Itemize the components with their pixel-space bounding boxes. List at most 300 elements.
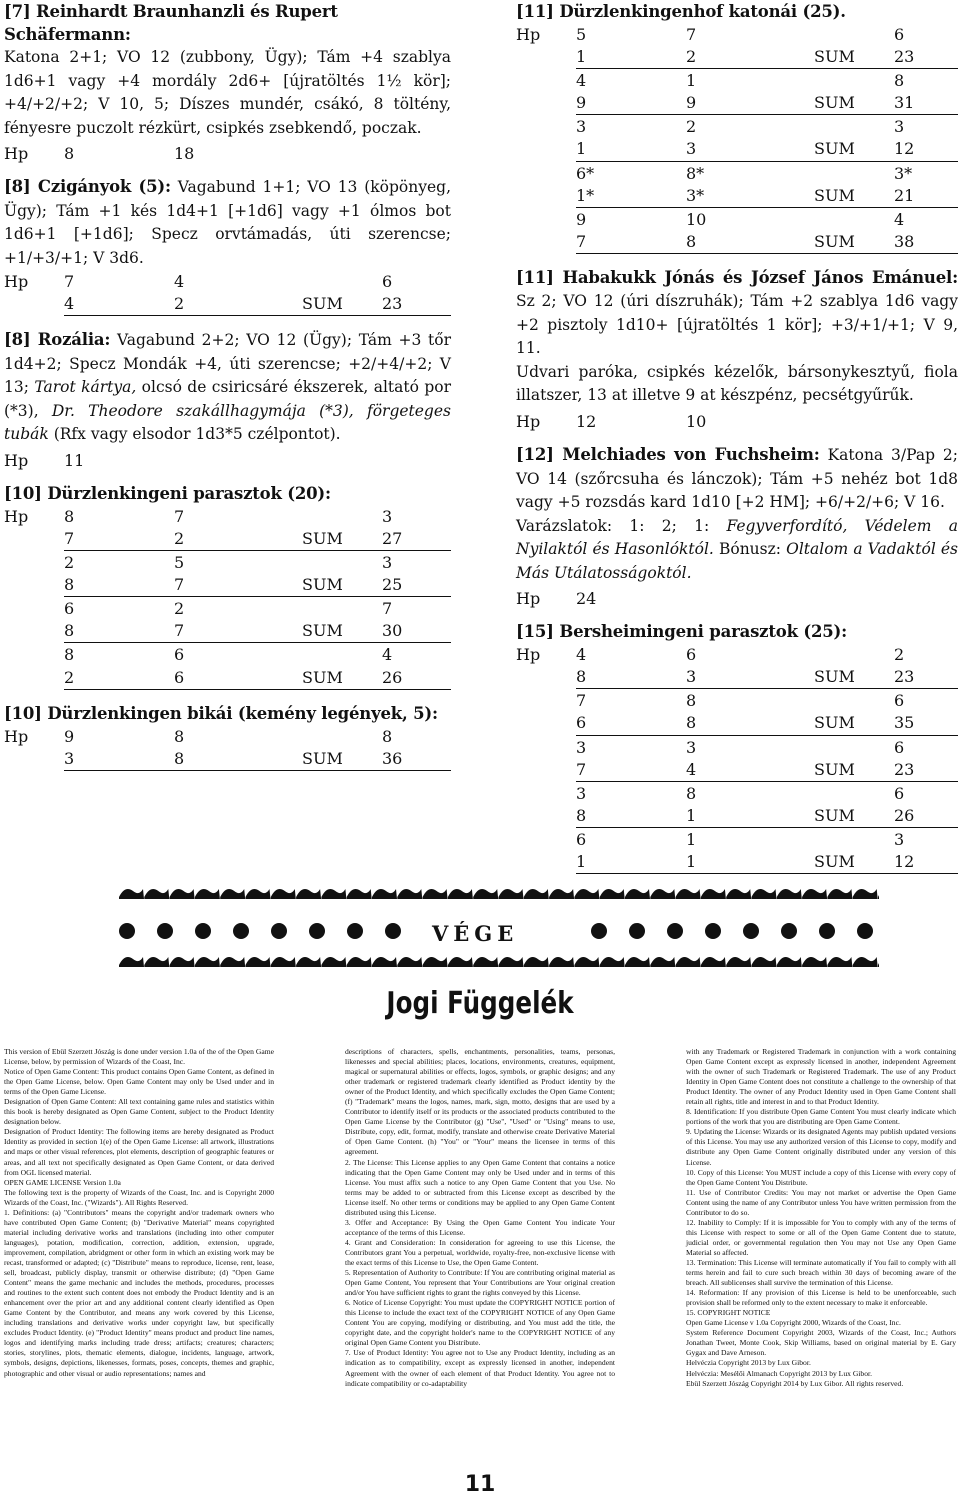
hp-cells (576, 689, 958, 712)
spell-list: Fegyverfordító, Védelem a Nyilaktól és Hasonlóktól. (516, 516, 958, 559)
hp-value: 7 (174, 575, 185, 595)
ornament-loop (802, 889, 827, 899)
sum-label (302, 725, 382, 748)
hp-value: 21 (894, 185, 915, 205)
ornament-loop (448, 889, 473, 899)
section-text: Katona 3/Pap 2; VO 14 (szőrcsuha és lánczok); Tám +5 nehéz bot 1d8 vagy +5 rozsdás kard 1d10 [+2 HM]; +6/+2/+6; V 16. (516, 446, 958, 512)
hp-sum-row (4, 748, 451, 771)
hp-value: 35 (894, 713, 915, 733)
license-paragraph: 7. Use of Product Identity: You agree not to Use any Product Identity, including as an indication as to compatibility, except as expressly licensed in another, independent Agreement with the owner of each element of that Product Identity. You agree not to indicate compatibility or co-adaptability (345, 1348, 615, 1388)
page-number: 11 (464, 1472, 496, 1497)
hp-value: 8 (576, 667, 587, 687)
hp-cells (64, 527, 451, 551)
hp-row (516, 115, 958, 138)
hp-sum-row (516, 851, 958, 874)
sum-label (302, 505, 382, 528)
ornament-loop (827, 889, 852, 899)
hp-value: 2 (174, 294, 185, 314)
ornament-loop (423, 889, 448, 899)
hp-cells (576, 665, 958, 689)
hp-table (4, 505, 451, 690)
hp-value: 24 (576, 589, 597, 609)
section-body (4, 175, 451, 270)
hp-value: 4 (576, 71, 587, 91)
license-paragraph: Ebül Szerzett Jószág Copyright 2014 by Lux Gibor. All rights reserved. (686, 1378, 904, 1388)
ornament-loop (777, 889, 802, 899)
ornament-loop (423, 957, 448, 967)
license-paragraph: The following text is the property of Wizards of the Coast, Inc. and is Copyright 2000 Wizards of the Coast, Inc. ("Wizards"). All Rights Reserved. (4, 1187, 274, 1207)
hp-cells (576, 804, 958, 828)
sum-label (814, 643, 894, 666)
hp-value: 7 (576, 231, 587, 251)
license-paragraph: 6. Notice of License Copyright: You must update the COPYRIGHT NOTICE portion of this License to include the exact text of the COPYRIGHT NOTICE of any Open Game Content You are copying, modifying or distributing, and You must add the title, the copyright date, and the copyright holder's name to the COPYRIGHT NOTICE of any original Open Game Content you Distribute. (345, 1298, 615, 1348)
hp-value: 6 (894, 783, 905, 803)
hp-value: 23 (382, 294, 403, 314)
hp-value: 7 (174, 506, 185, 526)
license-paragraph: 4. Grant and Consideration: In consideration for agreeing to use this License, the Contributors grant You a perpetual, worldwide, royalty-free, non-exclusive license with the exact terms of this License to Use, the Open Game Content. (345, 1237, 615, 1267)
hp-cells (576, 782, 958, 805)
hp-value: 1 (686, 805, 697, 825)
ornament-loop (448, 957, 473, 967)
hp-sum-row (4, 667, 451, 690)
hp-cells (64, 505, 451, 528)
hp-value: 8 (64, 506, 75, 526)
hp-value: 9 (576, 93, 587, 113)
hp-label: Hp (516, 25, 541, 44)
ornament-loop (600, 889, 625, 899)
section-text: olcsó de csiricsáré ékszerek, altató por (*3), (4, 378, 451, 420)
sum-label (302, 270, 382, 293)
hp-value: 2 (894, 645, 905, 665)
ornament-loop (372, 957, 397, 967)
section-ciganyok (4, 175, 451, 316)
hp-value: 3* (686, 185, 705, 205)
hp-cells (576, 711, 958, 735)
hp-value: 23 (894, 759, 915, 779)
hp-cells (576, 643, 958, 666)
hp-row (516, 828, 958, 851)
hp-row (4, 725, 451, 748)
hp-cells (576, 758, 958, 782)
hp-table (4, 725, 451, 771)
section-heading: [15] Bersheimingeni parasztok (25): (516, 622, 848, 642)
hp-cells (64, 666, 451, 690)
section-bikai (4, 702, 451, 771)
hp-value: 6 (894, 737, 905, 757)
ornament-loop (726, 889, 751, 899)
hp-cells (576, 45, 958, 69)
hp-value: 2 (174, 599, 185, 619)
hp-cells (64, 551, 451, 574)
hp-sum-row (4, 574, 451, 597)
sum-label: SUM (814, 139, 855, 159)
ornament-loop (549, 957, 574, 967)
hp-row (516, 208, 958, 231)
hp-value: 23 (894, 47, 915, 67)
hp-value: 10 (686, 412, 707, 432)
license-paragraph: Helvéczia: Mesélői Almanach Copyright 2013 by Lux Gibor. (686, 1368, 873, 1378)
sum-label: SUM (814, 759, 855, 779)
hp-value: 3 (894, 117, 905, 137)
hp-value: 2 (686, 47, 697, 67)
section-heading: [10] Dürzlenkingeni parasztok (20): (4, 483, 331, 503)
license-paragraph: 15. COPYRIGHT NOTICE (686, 1308, 771, 1318)
hp-value: 3 (382, 553, 393, 573)
ornament-loop (777, 957, 802, 967)
sum-label: SUM (302, 528, 343, 548)
hp-sum-row (516, 666, 958, 689)
sum-label: SUM (814, 185, 855, 205)
hp-value: 2 (64, 667, 75, 687)
hp-value: 8 (686, 231, 697, 251)
license-paragraph: 12. Inability to Comply: If it is impossible for You to comply with any of the terms of this License with respect to some or all of the Open Game Content due to statute, judicial order, or governmental regulation then You may not Use any Open Game Material so affected. (686, 1217, 956, 1257)
hp-value: 9 (64, 726, 75, 746)
section-habakukk (516, 266, 958, 431)
hp-cells (64, 292, 451, 316)
ornament-loop (802, 957, 827, 967)
ornament-loop (246, 957, 271, 967)
hp-row (4, 505, 451, 528)
license-paragraph: 10. Copy of this License: You MUST include a copy of this License with every copy of the Open Game Content You Distribute. (686, 1167, 956, 1187)
section-text: Vagabund 2+2; VO 12 (Ügy); Tám +3 tőr 1d4+2; Specz Mondák +4, úti szerencse; +2/+4/+2; V 13; (4, 331, 451, 397)
ornament-loop (347, 889, 372, 899)
sum-label (814, 23, 894, 46)
ornament-loop (752, 889, 777, 899)
hp-cells (576, 850, 958, 874)
ornament-loop (574, 957, 599, 967)
hp-value: 3 (686, 139, 697, 159)
hp-sum-row (516, 805, 958, 828)
hp-table (516, 23, 958, 254)
hp-value: 5 (174, 553, 185, 573)
section-text: Vagabund 1+1; VO 13 (köpönyeg, Ügy); Tám +1 kés 1d4+1 [+1d6] vagy +1 ólmos bot 1d6+1 [+1d6]; Specz orvtámadás, úti szerencse; +1/+3/+1; V 3d6. (4, 178, 451, 267)
hp-value: 1 (576, 139, 587, 159)
hp-value: 5 (576, 25, 587, 44)
hp-value: 7 (686, 25, 697, 44)
left-column (4, 0, 451, 771)
hp-value: 8 (686, 783, 697, 803)
sum-label (302, 551, 382, 574)
ornament-loop (625, 957, 650, 967)
hp-value: 8 (174, 748, 185, 768)
hp-value: 38 (894, 231, 915, 251)
license-paragraph: 11. Use of Contributor Credits: You may not market or advertise the Open Game Content using the name of any Contributor unless You have written permission from the Contributor to do so. (686, 1187, 956, 1217)
ornament-loop (321, 889, 346, 899)
hp-value: 36 (382, 748, 403, 768)
hp-table (516, 643, 958, 874)
hp-value: 6 (174, 667, 185, 687)
hp-row (4, 447, 451, 470)
section-text: (Rfx vagy elsodor 1d3*5 czélpontot). (48, 425, 341, 444)
ornament-loop (676, 889, 701, 899)
ornament-loop (246, 889, 271, 899)
section-heading: [10] Dürzlenkingen bikái (kemény legények, 5): (4, 703, 438, 723)
section-text: Bónusz: (713, 540, 782, 559)
ornament-loop (524, 957, 549, 967)
hp-value: 4 (894, 209, 905, 229)
hp-value: 4 (382, 645, 393, 665)
hp-row (516, 643, 958, 666)
ornament-dot (271, 923, 287, 939)
ornament-loop (220, 957, 245, 967)
hp-value: 27 (382, 528, 403, 548)
hp-value: 7 (64, 272, 75, 292)
hp-sum-row (516, 46, 958, 69)
hp-value: 11 (64, 450, 85, 470)
hp-row (4, 551, 451, 574)
license-paragraph: Designation of Product Identity: The following items are hereby designated as Product Identity as provided in section 1(e) of the Open Game License: all artwork, illustrations and maps or other visual references, plot elements, description of geographic features or areas, and all text not specifically designated as Open Game Content, or data derived from OGL licensed material. (4, 1127, 274, 1177)
hp-label: Hp (4, 144, 29, 164)
hp-value: 7 (382, 599, 393, 619)
hp-value: 4 (174, 272, 185, 292)
ornament-dot (781, 923, 797, 939)
license-paragraph: 14. Reformation: If any provision of this License is held to be unenforceable, such provision shall be reformed only to the extent necessary to make it enforceable. (686, 1288, 956, 1308)
hp-label: Hp (516, 589, 541, 609)
hp-sum-row (516, 712, 958, 735)
license-paragraph: 8. Identification: If you distribute Open Game Content You must clearly indicate which portions of the work that you are distributing are Open Game Content. (686, 1107, 956, 1127)
ornament-loop (650, 957, 675, 967)
ornament-loop (271, 957, 296, 967)
hp-label: Hp (516, 645, 541, 665)
ornament-loop (650, 889, 675, 899)
hp-cells (576, 91, 958, 115)
sum-label: SUM (302, 294, 343, 314)
sum-label: SUM (814, 231, 855, 251)
license-paragraph: 9. Updating the License: Wizards or its designated Agents may publish updated versions of this License. You may use any authorized version of this License to copy, modify and distribute any Open Game Content originally distributed under any version of this License. (686, 1127, 956, 1167)
section-body (516, 443, 958, 515)
section-heading: [8] Czigányok (5): (4, 177, 171, 197)
ornament-loop (195, 889, 220, 899)
ornament-loop (701, 957, 726, 967)
ornament-loop (726, 957, 751, 967)
sum-label: SUM (814, 713, 855, 733)
ornament-dot (195, 923, 211, 939)
end-text: VÉGE (432, 921, 519, 946)
hp-cells (64, 573, 451, 597)
hp-cells (576, 828, 958, 851)
section-reinhardt (4, 0, 451, 163)
hp-value: 3 (576, 783, 587, 803)
license-column-3 (686, 1047, 956, 1389)
section-parasztok (4, 482, 451, 690)
license-paragraph: 1. Definitions: (a) "Contributors" means the copyright and/or trademark owners who have contributed Open Game Content; (b) "Derivative Material" means copyrighted material including derivative works and translations (including into other computer languages), potation, modification, correction, addition, extension, upgrade, improvement, compilation, abridgment or other form in which an existing work may be recast, transformed or adapted; (c) "Distribute" means to reproduce, license, rent, lease, sell, broadcast, publicly display, transmit or otherwise distribute; (d) "Open Game Content" means the game mechanic and includes the methods, procedures, processes and routines to the extent such content does not embody the Product Identity and is an enhancement over the prior art and any additional content clearly identified as Open Game Content by the Contributor, and means any work covered by this License, including translations and derivative works under copyright law, but specifically excludes Product Identity. (e) "Product Identity" means product and product line names, logos and identifying marks including trade dress; artifacts; creatures; characters; stories, storylines, plots, thematic elements, dialogue, incidents, language, artwork, symbols, designs, depictions, likenesses, formats, poses, concepts, themes and graphic, photographic and other visual or audio representations; names and (4, 1207, 274, 1378)
hp-value: 3 (382, 506, 393, 526)
ornament-loop (676, 957, 701, 967)
hp-value: 7 (576, 759, 587, 779)
hp-cells (64, 597, 451, 620)
hp-row (516, 782, 958, 805)
section-body: Katona 2+1; VO 12 (zubbony, Ügy); Tám +4 szablya 1d6+1 vagy +4 mordály 2d6+ [újratöltés 1½ kör]; +4/+2/+2; V 10, 5; Díszes mundér, csákó, 8 töltény, fényesre puczolt rézkürt, csipkés zsebkendő, poczak. (4, 48, 451, 137)
hp-value: 8 (382, 726, 393, 746)
hp-value: 4 (64, 294, 75, 314)
ornament-loop (296, 889, 321, 899)
hp-row (516, 689, 958, 712)
hp-value: 7 (64, 528, 75, 548)
hp-value: 9 (576, 209, 587, 229)
hp-value: 7 (174, 621, 185, 641)
hp-value: 9 (686, 93, 697, 113)
ornament-dot (629, 923, 645, 939)
ornament-dot (819, 923, 835, 939)
ornament-loop (271, 889, 296, 899)
hp-value: 8 (64, 645, 75, 665)
hp-value: 2 (686, 117, 697, 137)
ornament-loop (625, 889, 650, 899)
ornament-loop (397, 957, 422, 967)
section-heading: [11] Dürzlenkingenhof katonái (25). (516, 2, 846, 21)
hp-cells (64, 725, 451, 748)
sum-label (814, 828, 894, 851)
sum-label: SUM (302, 621, 343, 641)
hp-cells (64, 747, 451, 771)
ornament-loop (473, 957, 498, 967)
hp-row (516, 585, 958, 608)
sum-label (814, 208, 894, 231)
hp-value: 18 (174, 144, 195, 164)
ornament-loop (220, 889, 245, 899)
ornament-loop (170, 889, 195, 899)
hp-value: 7 (576, 691, 587, 711)
sum-label (302, 597, 382, 620)
license-column-2 (345, 1047, 615, 1389)
hp-value: 1 (686, 71, 697, 91)
hp-value: 4 (686, 759, 697, 779)
license-paragraph: OPEN GAME LICENSE Version 1.0a (4, 1177, 121, 1187)
hp-value: 3* (894, 163, 913, 183)
right-column (516, 0, 958, 874)
sum-label: SUM (814, 805, 855, 825)
ornament-loop (397, 889, 422, 899)
ornament-dot (667, 923, 683, 939)
section-heading: [7] Reinhardt Braunhanzli és Rupert Schäfermann: (4, 2, 338, 44)
section-body: Udvari paróka, csipkés kézelők, bársonykesztyű, fiola illatszer, 13 at illetve 9 at készpénz, pecsétgyűrűk. (516, 362, 958, 405)
section-text: Varázslatok: 1: 2; 1: (516, 516, 710, 535)
ornament-loop (827, 957, 852, 967)
hp-cells (64, 270, 451, 293)
ornament-loop (321, 957, 346, 967)
section-text: Sz 2; VO 12 (úri díszruhák); Tám +2 szablya 1d6 vagy +2 pisztoly 1d10+ [újratöltés 1 kör]; +3/+1/+1; V 9, 11. (516, 292, 958, 358)
hp-label: Hp (4, 726, 29, 746)
ornament-loop (119, 957, 144, 967)
ornament-rule-bottom (119, 951, 879, 971)
ornament-loop (347, 957, 372, 967)
hp-sum-row (516, 138, 958, 161)
item-italic: Tarot kártya, (34, 378, 137, 397)
hp-value: 6 (894, 25, 905, 44)
license-paragraph: 3. Offer and Acceptance: By Using the Open Game Content You indicate Your acceptance of the terms of this License. (345, 1217, 615, 1237)
hp-row (4, 597, 451, 620)
hp-value: 6 (382, 272, 393, 292)
sum-label: SUM (302, 575, 343, 595)
ornament-loop (878, 889, 879, 899)
ornament-loop (499, 889, 524, 899)
license-paragraph: This version of Ebül Szerzett Jószág is done under version 1.0a of the of the Open Game License, below, by permission of Wizards of the Coast, Inc. (4, 1047, 274, 1067)
hp-sum-row (516, 92, 958, 115)
hp-sum-row (4, 620, 451, 643)
sum-label (814, 689, 894, 712)
hp-row (4, 643, 451, 666)
ornament-dot (705, 923, 721, 939)
hp-value: 3 (894, 829, 905, 849)
sum-label: SUM (302, 667, 343, 687)
item-italic: Dr. Theodore szakállhagymája (*3), förgeteges tubák (4, 401, 451, 444)
hp-value: 8 (686, 713, 697, 733)
spell-bonus: Oltalom a Vadaktól és Más Utálatosságoktól. (516, 540, 958, 582)
license-column-1 (4, 1047, 274, 1379)
hp-label: Hp (4, 506, 29, 526)
ornament-rule-top (119, 883, 879, 903)
hp-value: 6 (576, 829, 587, 849)
license-paragraph: 5. Representation of Authority to Contribute: If You are contributing original material as Open Game Content, You represent that Your Contributions are Your original creation and/or You have sufficient rights to grant the rights conveyed by this License. (345, 1268, 615, 1298)
ornament-loop (752, 957, 777, 967)
hp-value: 3 (686, 667, 697, 687)
hp-row (516, 408, 958, 431)
hp-value: 23 (894, 667, 915, 687)
hp-value: 1 (686, 829, 697, 849)
ornament-dot (385, 923, 401, 939)
hp-cells (64, 619, 451, 643)
hp-sum-row (516, 231, 958, 254)
hp-value: 2 (64, 553, 75, 573)
hp-label: Hp (4, 450, 29, 470)
sum-label: SUM (302, 748, 343, 768)
license-paragraph: Notice of Open Game Content: This product contains Open Game Content, as defined in the Open Game License, below. Open Game Content may only be Used under and in terms of the Open Game License. (4, 1067, 274, 1097)
hp-value: 6 (174, 645, 185, 665)
section-body (4, 328, 451, 447)
section-heading: [12] Melchiades von Fuchsheim: (516, 445, 820, 465)
license-paragraph: Designation of Open Game Content: All text containing game rules and statistics within this book is hereby designated as Open Game Content, subject to the Product Identity designation below. (4, 1097, 274, 1127)
hp-value: 6 (64, 599, 75, 619)
hp-value: 1 (686, 851, 697, 871)
hp-sum-row (516, 185, 958, 208)
hp-value: 1* (576, 185, 595, 205)
license-paragraph: 2. The License: This License applies to any Open Game Content that contains a notice indicating that the Open Game Content may only be Used under and in terms of this License. You must affix such a notice to any Open Game Content that you Use. No terms may be added to or subtracted from this License except as described by the License itself. No other terms or conditions may be applied to any Open Game Content distributed using this License. (345, 1157, 615, 1217)
ornament-dot (743, 923, 759, 939)
license-paragraph: Helvéczia Copyright 2013 by Lux Gibor. (686, 1358, 811, 1368)
hp-value: 26 (382, 667, 403, 687)
ornament-dot (233, 923, 249, 939)
sum-label (814, 162, 894, 185)
section-katonai (516, 0, 958, 254)
hp-cells (576, 230, 958, 254)
hp-table (4, 270, 451, 316)
hp-value: 8 (894, 71, 905, 91)
sum-label: SUM (814, 851, 855, 871)
ornament-loop (878, 957, 879, 967)
ornament-dot (591, 923, 607, 939)
hp-value: 12 (576, 412, 597, 432)
ornament-loop (473, 889, 498, 899)
hp-value: 30 (382, 621, 403, 641)
hp-value: 25 (382, 575, 403, 595)
ornament-loop (499, 957, 524, 967)
hp-sum-row (4, 528, 451, 551)
hp-value: 8* (686, 163, 705, 183)
hp-value: 8 (64, 621, 75, 641)
ornament-loop (574, 889, 599, 899)
hp-cells (576, 115, 958, 138)
hp-row (516, 69, 958, 92)
hp-value: 8 (686, 691, 697, 711)
section-heading: [8] Rozália: (4, 330, 111, 350)
ornament-loop (524, 889, 549, 899)
hp-cells (576, 162, 958, 185)
hp-value: 6* (576, 163, 595, 183)
hp-value: 12 (894, 851, 915, 871)
hp-value: 1 (576, 47, 587, 67)
hp-value: 12 (894, 139, 915, 159)
ornament-loop (170, 957, 195, 967)
